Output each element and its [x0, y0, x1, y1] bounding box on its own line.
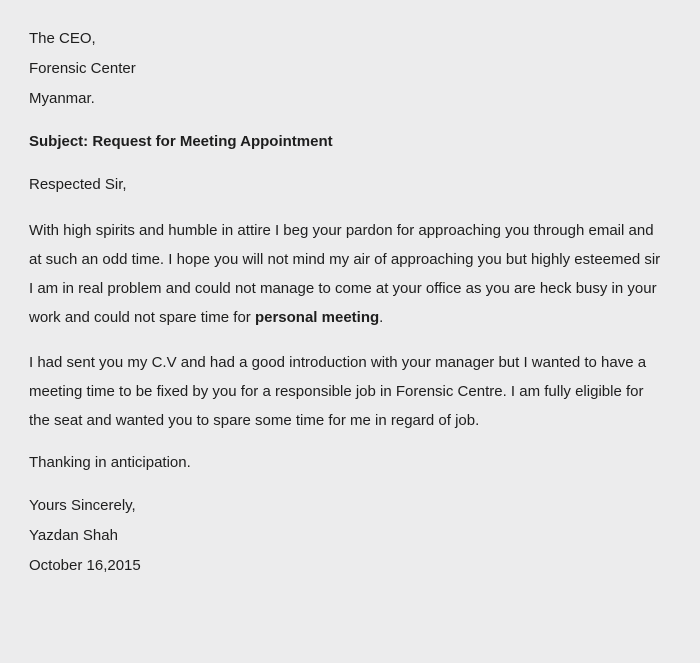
signoff-closing: Yours Sincerely, [29, 497, 136, 514]
paragraph-2-line-1: I had sent you my C.V and had a good introduction with your manager but I wanted to have a [29, 354, 647, 371]
signoff-date: October 16,2015 [29, 557, 141, 574]
recipient-block [29, 24, 670, 114]
paragraph-2-line-2: meeting time to be fixed by you for a responsible job in Forensic Centre. I am fully eligible for [29, 383, 644, 400]
personal-meeting-emphasis: personal meeting [254, 309, 380, 326]
recipient-organization: Forensic Center [29, 60, 136, 77]
body-paragraph-1 [29, 216, 679, 332]
paragraph-1-line-4-text: work and could not spare time for [29, 309, 255, 326]
paragraph-1-line-1: With high spirits and humble in attire I beg your pardon for approaching you through email and [29, 222, 654, 239]
paragraph-2-line-3: the seat and wanted you to spare some time for me in regard of job. [29, 412, 480, 429]
closing-remark: Thanking in anticipation. [29, 454, 191, 471]
recipient-title: The CEO, [29, 30, 96, 47]
letter-subject: Subject: Request for Meeting Appointment [29, 133, 333, 150]
salutation: Respected Sir, [29, 176, 127, 193]
signoff-block [29, 491, 670, 581]
paragraph-1-line-4 [29, 303, 679, 332]
paragraph-1-line-4-end: . [379, 309, 384, 326]
paragraph-1-line-2: at such an odd time. I hope you will not mind my air of approaching you but highly esteemed sir [29, 251, 661, 268]
signoff-name: Yazdan Shah [29, 527, 118, 544]
recipient-country: Myanmar. [29, 90, 95, 107]
body-paragraph-2 [29, 348, 679, 435]
paragraph-1-line-3: I am in real problem and could not manage to come at your office as you are heck busy in your [29, 280, 657, 297]
